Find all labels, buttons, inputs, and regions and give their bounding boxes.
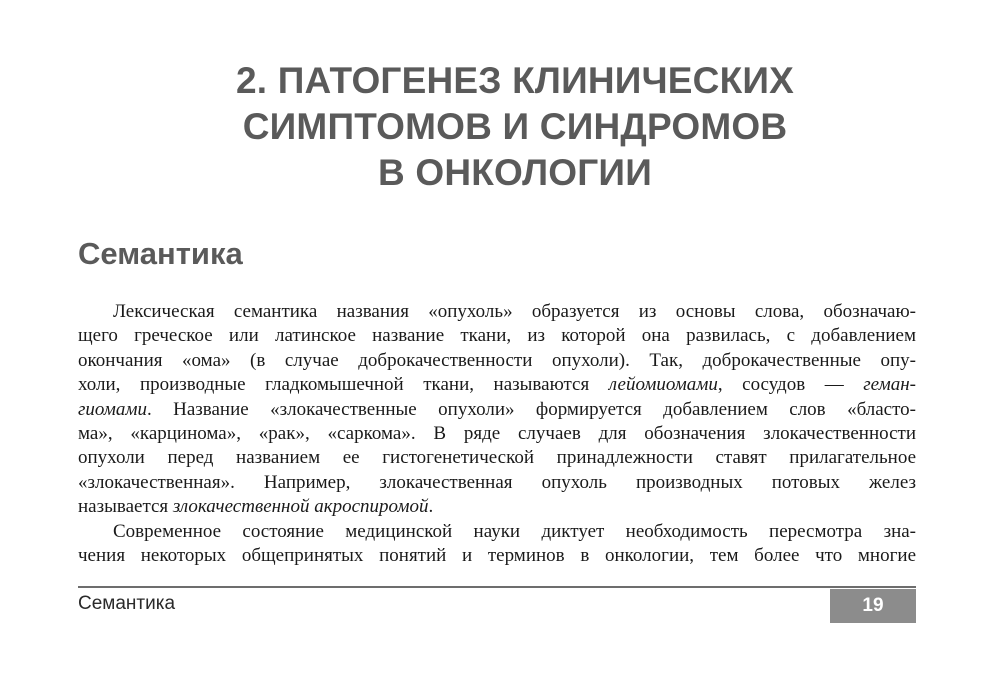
text-line: [78, 373, 916, 397]
italic-term: злокачественной акроспиромой: [172, 496, 429, 518]
text-line: чения некоторых общепринятых понятий и терминов в онкологии, тем более что многие: [78, 545, 916, 567]
text-line: Современное состояние медицинской науки диктует необходимость пересмотра зна-: [113, 520, 916, 542]
text-line: окончания «ома» (в случае доброкачественности опухоли). Так, доброкачественные опу-: [78, 349, 916, 371]
text-line: Лексическая семантика названия «опухоль» образуется из основы слова, обозначаю-: [113, 301, 916, 322]
chapter-title: [120, 58, 910, 196]
chapter-title-line: В ОНКОЛОГИИ: [377, 152, 653, 193]
text-line: щего греческое или латинское название ткани, из которой она развилась, с добавлением: [78, 325, 916, 347]
text-line: [78, 398, 916, 422]
text-line: опухоли перед названием ее гистогенетической принадлежности ставят прилагательное: [78, 447, 916, 469]
text-run: . Название «злокачественные опухоли» формируется добавлением слов «бласто-: [146, 398, 916, 420]
text-run: , сосудов —: [717, 374, 864, 396]
text-line: «злокачественная». Например, злокачественная опухоль производных потовых желез: [78, 471, 916, 493]
text-line: [78, 495, 916, 519]
footer-divider: [78, 586, 916, 588]
text-run: .: [428, 496, 434, 518]
text-run: называется: [78, 496, 173, 518]
text-run: холи, производные гладкомышечной ткани, называются: [78, 374, 609, 396]
chapter-title-line: 2. ПАТОГЕНЕЗ КЛИНИЧЕСКИХ: [235, 60, 795, 101]
italic-term: лейомиомами: [608, 374, 718, 396]
section-heading: Семантика: [78, 236, 243, 271]
paragraph-2: [78, 520, 916, 569]
text-line: ма», «карцинома», «рак», «саркома». В ряде случаев для обозначения злокачественности: [78, 423, 916, 445]
page-number: 19: [830, 589, 916, 623]
paragraph-1: [78, 300, 916, 520]
italic-term: гиомами: [78, 398, 147, 420]
body-text: [78, 300, 916, 568]
chapter-title-line: СИМПТОМОВ И СИНДРОМОВ: [242, 106, 788, 147]
italic-term: геман-: [863, 374, 916, 396]
running-title: Семантика: [78, 593, 176, 614]
